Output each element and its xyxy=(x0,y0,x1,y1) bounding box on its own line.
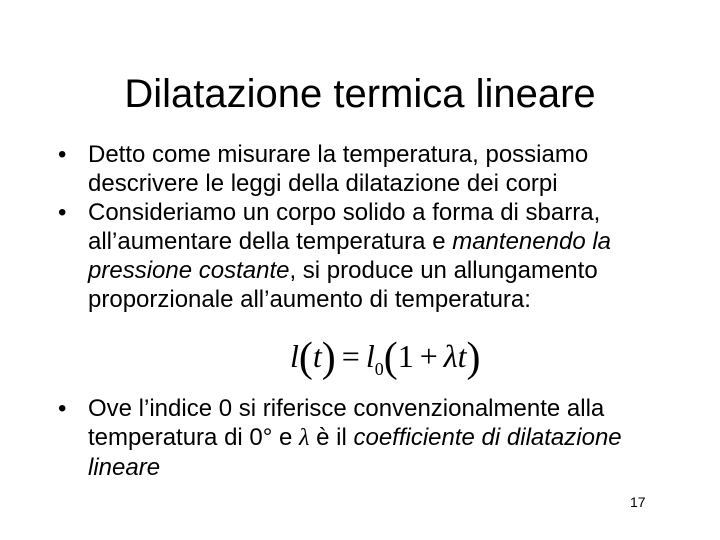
formula-equals: = xyxy=(341,338,360,374)
lambda-symbol: λ xyxy=(299,425,310,451)
bullet-item-2 xyxy=(58,198,678,314)
bullet-text: , si produce un allungamento proporzionale all’aumento di temperatura: xyxy=(88,257,598,313)
slide-title: Dilatazione termica lineare xyxy=(124,72,596,116)
bullet-text: Consideriamo un corpo solido a forma di sbarra, all’aumentare della temperatura e xyxy=(88,199,601,255)
formula-paren: ) xyxy=(466,335,481,381)
formula-var-t: t xyxy=(312,338,322,374)
bullet-item-1 xyxy=(58,140,678,198)
bullet-item-3 xyxy=(58,394,678,482)
formula-paren: ( xyxy=(298,335,313,381)
bullet-list-continued xyxy=(58,394,678,482)
emphasis-text: mantenendo la pressione costante xyxy=(88,228,612,284)
formula-var-l0: l xyxy=(365,338,375,374)
bullet-text: Detto come misurare la temperatura, possiamo descrivere le leggi della dilatazione dei corpi xyxy=(88,141,589,197)
formula-subscript: 0 xyxy=(374,359,384,379)
formula-lambda: λ xyxy=(443,338,458,374)
bullet-text: Ove l’indice 0 si riferisce convenzionalmente alla temperatura di 0° e xyxy=(88,395,605,451)
bullet-text: è il xyxy=(309,424,354,451)
thermal-expansion-formula xyxy=(290,336,481,389)
bullet-list xyxy=(58,140,678,314)
formula-paren: ) xyxy=(321,335,336,381)
formula-one: 1 xyxy=(397,338,414,374)
formula-var-t: t xyxy=(457,338,467,374)
page-number: 17 xyxy=(630,494,646,510)
formula-var-l: l xyxy=(290,338,299,374)
formula-plus: + xyxy=(419,338,438,374)
formula-paren: ( xyxy=(383,335,398,381)
bullet-marker: • xyxy=(58,141,67,168)
emphasis-text: coefficiente di dilatazione lineare xyxy=(88,424,622,481)
bullet-marker: • xyxy=(58,395,67,422)
bullet-marker: • xyxy=(58,199,67,226)
